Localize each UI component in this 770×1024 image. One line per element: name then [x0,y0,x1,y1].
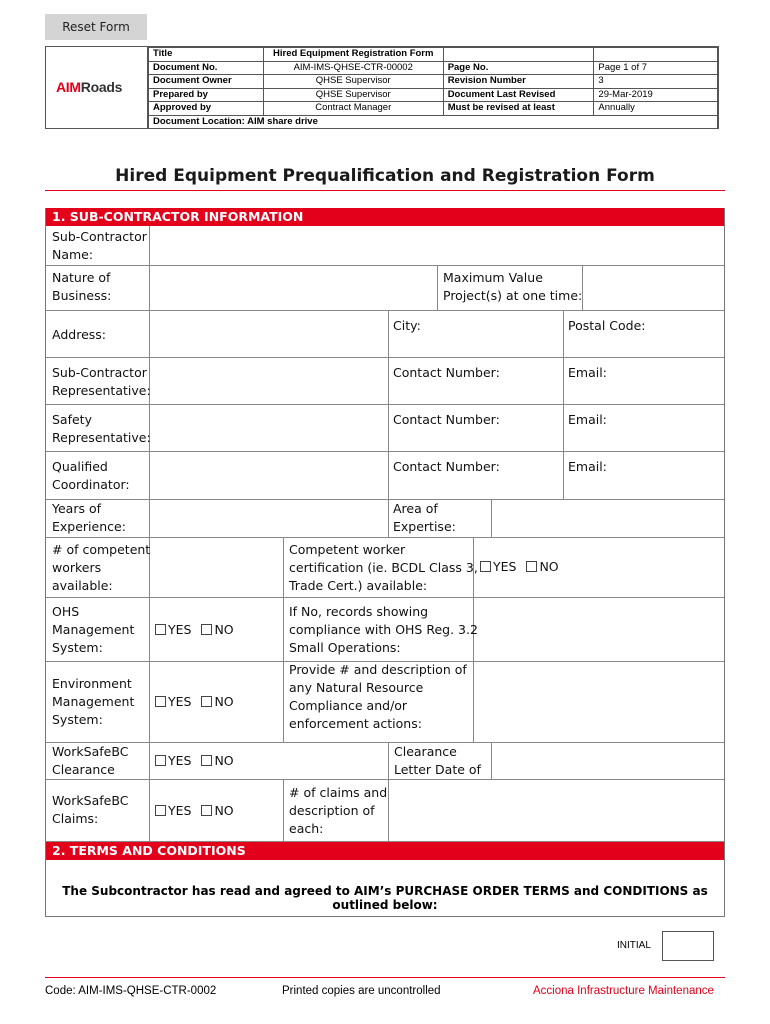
env-label: Environment Management System: [52,676,135,727]
competent-cert-label: Competent worker certification (ie. BCDL Class 3, Trade Cert.) available: [289,542,478,593]
email-label: Email: [568,365,607,380]
wsbc-claims-label: WorkSafeBC Claims: [52,793,129,826]
registration-form [45,208,725,917]
area-expertise-label: Area of Expertise: [393,501,456,534]
contact-number-label: Contact Number: [393,365,500,380]
aim-roads-logo: AIMRoads [56,79,123,95]
env-yes-no[interactable]: YES NO [155,693,234,711]
no-checkbox[interactable] [201,755,212,766]
wsbc-clearance-yes-no[interactable]: YES NO [155,752,234,770]
email-label: Email: [568,459,607,474]
contact-number-label: Contact Number: [393,459,500,474]
footer-divider [45,977,725,978]
yes-checkbox[interactable] [155,696,166,707]
no-checkbox[interactable] [201,805,212,816]
form-title: Hired Equipment Prequalification and Registration Form [115,166,655,186]
yes-checkbox[interactable] [155,805,166,816]
safety-rep-label: Safety Representative: [52,412,151,445]
qualified-coord-label: Qualified Coordinator: [52,459,130,492]
document-location: Document Location: AIM share drive [149,115,718,129]
years-experience-label: Years of Experience: [52,501,126,534]
ohs-yes-no[interactable]: YES NO [155,621,234,639]
clearance-date-label: Clearance Letter Date of [394,744,481,777]
postal-code-label: Postal Code: [568,318,646,333]
logo-box [46,47,148,128]
terms-statement: The Subcontractor has read and agreed to AIM’s PURCHASE ORDER TERMS and CONDITIONS as outlined below: [62,884,708,912]
no-checkbox[interactable] [201,696,212,707]
ohs-label: OHS Management System: [52,604,135,655]
yes-checkbox[interactable] [155,755,166,766]
yes-checkbox[interactable] [480,561,491,572]
section-1-header: 1. SUB-CONTRACTOR INFORMATION [46,208,724,226]
header-table: Title Hired Equipment Registration Form Document No. AIM-IMS-QHSE-CTR-00002 Page No. Page 1 of 7 Document Owner QHSE Supervisor Revision Number 3 Prepared by QHSE Supervisor Document Last Revised 29-Mar-2019 Approved by Contract Manager Must be revised at least Annually Document Location: AIM share drive [148,47,718,129]
footer-company: Acciona Infrastructure Maintenance [533,985,714,997]
no-checkbox[interactable] [201,624,212,635]
competent-workers-label: # of competent workers available: [52,542,151,593]
reset-form-button[interactable]: Reset Form [45,14,147,40]
address-label: Address: [52,327,106,342]
wsbc-claims-yes-no[interactable]: YES NO [155,802,234,820]
sub-rep-label: Sub-Contractor Representative: [52,365,151,398]
footer-printed-note: Printed copies are uncontrolled [282,985,441,997]
max-value-label: Maximum Value Project(s) at one time: [443,270,583,303]
wsbc-clearance-label: WorkSafeBC Clearance [52,744,129,777]
email-label: Email: [568,412,607,427]
claims-desc-label: # of claims and description of each: [289,785,388,836]
document-header [45,46,719,129]
section-2-header: 2. TERMS AND CONDITIONS [46,842,724,860]
city-label: City: [393,318,421,333]
contact-number-label: Contact Number: [393,412,500,427]
subcontractor-name-label: Sub-Contractor Name: [52,229,147,262]
no-checkbox[interactable] [526,561,537,572]
competent-cert-yes-no[interactable]: YES NO [480,558,559,576]
nature-of-business-label: Nature of Business: [52,270,112,303]
env-desc-label: Provide # and description of any Natural Resource Compliance and/or enforcement actions: [289,662,467,731]
yes-checkbox[interactable] [155,624,166,635]
title-divider [45,190,725,191]
footer-code: Code: AIM-IMS-QHSE-CTR-0002 [45,985,217,997]
initial-label: INITIAL [617,940,651,951]
initial-input[interactable] [662,931,714,961]
ohs-no-label: If No, records showing compliance with OHS Reg. 3.2 Small Operations: [289,604,478,655]
